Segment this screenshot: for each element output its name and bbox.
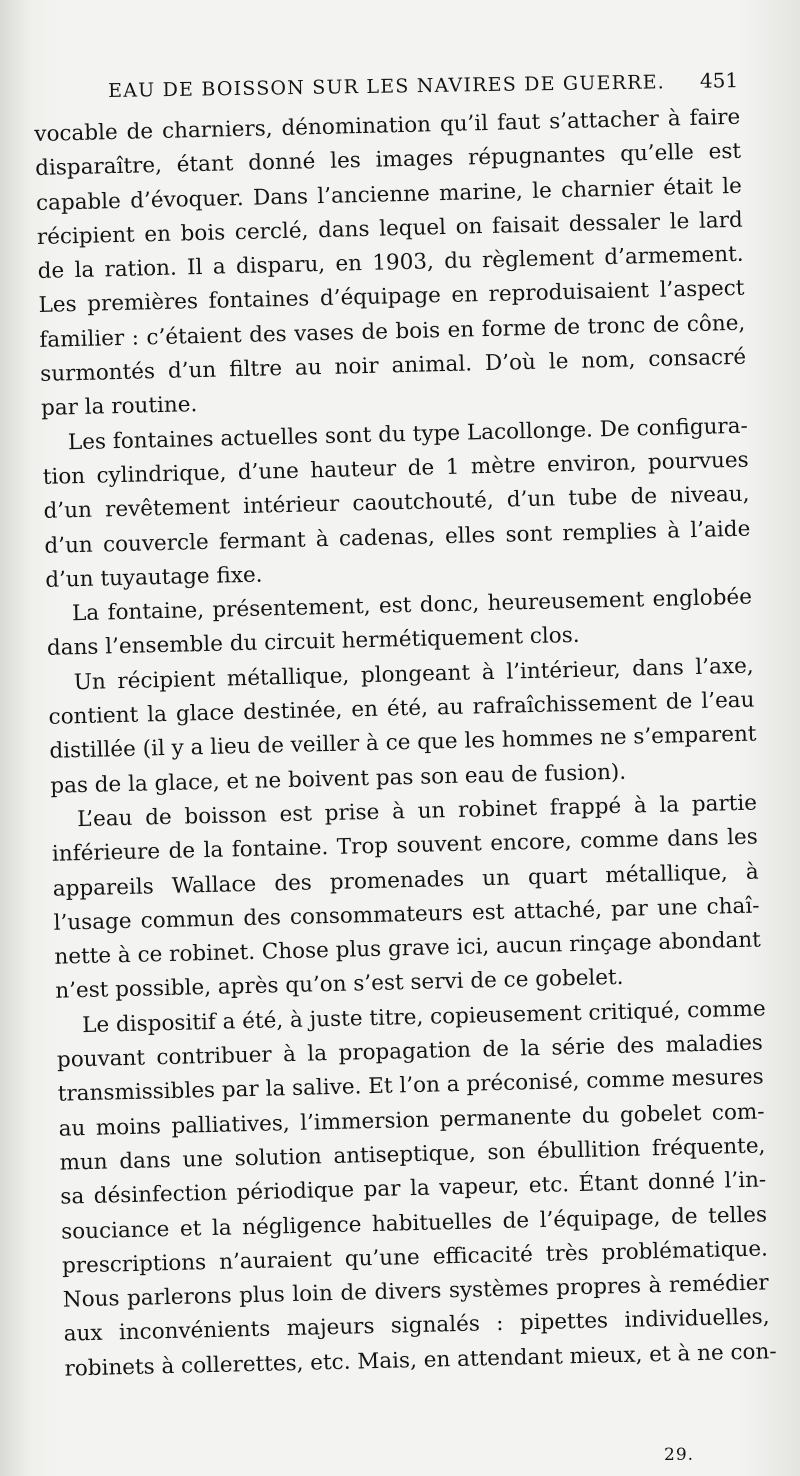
running-head-title: EAU DE BOISSON SUR LES NAVIRES DE GUERRE. — [108, 71, 666, 102]
text-line: surmontés d’un filtre au noir animal. D’où le nom, consacré — [39, 344, 747, 387]
body-text — [34, 101, 777, 1387]
text-line: Nous parlerons plus loin de divers systèmes propres à remédier — [62, 1270, 769, 1313]
text-line: L’eau de boisson est prise à un robinet frappé à la partie — [76, 790, 758, 833]
text-line: d’un couvercle fermant à cadenas, elles sont remplies à l’aide — [44, 516, 751, 559]
text-line: contient la glace destinée, en été, au rafraîchissement de l’eau — [48, 687, 755, 730]
signature-mark: 29. — [664, 1445, 695, 1465]
text-line: nette à ce robinet. Chose plus grave ici, aucun rinçage abondant — [54, 927, 762, 970]
text-line: capable d’évoquer. Dans l’ancienne marine, le charnier était le — [35, 173, 743, 216]
text-line: aux inconvénients majeurs signalés : pipettes individuelles, — [63, 1304, 770, 1348]
text-line: pas de la glace, et ne boivent pas son eau de fusion). — [50, 759, 627, 799]
text-line: Les fontaines actuelles sont du type Lacollonge. De configura- — [67, 413, 749, 455]
text-line: dans l’ensemble du circuit hermétiquement clos. — [46, 623, 580, 662]
text-line: Le dispositif a été, à juste titre, copieusement critiqué, comme — [81, 996, 766, 1038]
page-number: 451 — [699, 68, 739, 93]
text-line: souciance et la négligence habituelles de l’équipage, de telles — [60, 1201, 768, 1245]
text-line: prescriptions n’auraient qu’une efficacité très problématique. — [61, 1236, 769, 1279]
text-line: mun dans une solution antiseptique, son ébullition fréquente, — [59, 1133, 766, 1176]
text-line: tion cylindrique, d’une hauteur de 1 mètre environ, pourvues — [42, 447, 749, 490]
text-line: d’un tuyautage fixe. — [44, 562, 263, 593]
text-line: distillée (il y a lieu de veiller à ce que les hommes ne s’emparent — [49, 721, 757, 765]
text-line: l’usage commun des consommateurs est attaché, par une chaî- — [53, 893, 760, 936]
text-line: inférieure de la fontaine. Trop souvent encore, comme dans les — [51, 824, 759, 868]
text-line: de la ration. Il a disparu, en 1903, du règlement d’armement. — [37, 241, 744, 285]
text-line: Un récipient métallique, plongeant à l’intérieur, dans l’axe, — [73, 653, 754, 695]
text-line: transmissibles par la salive. Et l’on a préconisé, comme mesures — [57, 1064, 764, 1108]
text-line: appareils Wallace des promenades un quart métallique, à — [52, 859, 759, 902]
text-line: vocable de charniers, dénomination qu’il faut s’attacher à faire — [34, 104, 741, 147]
text-line: n’est possible, après qu’on s’est servi de ce gobelet. — [55, 965, 624, 1005]
text-line: La fontaine, présentement, est donc, heureusement englobée — [71, 584, 753, 627]
text-line: Les premières fontaines d’équipage en reproduisaient l’aspect — [38, 276, 745, 319]
text-line: familier : c’étaient des vases de bois en forme de tronc de cône, — [39, 310, 746, 353]
text-line: sa désinfection périodique par la vapeur, etc. Étant donné l’in- — [60, 1167, 767, 1210]
text-line: pouvant contribuer à la propagation de la série des maladies — [56, 1030, 764, 1073]
text-line: récipient en bois cerclé, dans lequel on faisait dessaler le lard — [36, 207, 744, 250]
text-line: disparaître, étant donné les images répugnantes qu’elle est — [34, 139, 742, 182]
text-line: au moins palliatives, l’immersion permanente du gobelet com- — [58, 1099, 765, 1142]
text-line: robinets à collerettes, etc. Mais, en attendant mieux, et à ne con- — [64, 1338, 777, 1382]
text-line: d’un revêtement intérieur caoutchouté, d’un tube de niveau, — [43, 481, 750, 525]
text-line: par la routine. — [40, 392, 198, 422]
